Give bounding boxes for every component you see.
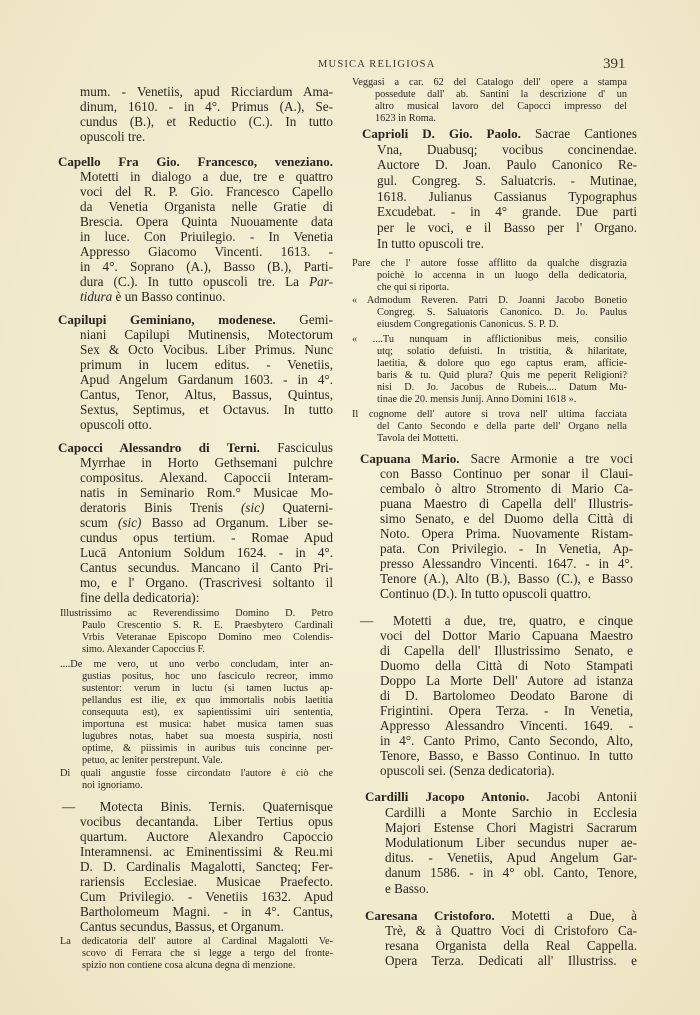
text-line [380, 718, 633, 733]
text-line [377, 142, 637, 158]
text-segment: Fasciculus [259, 439, 333, 455]
text-line [80, 274, 333, 289]
text-line [60, 659, 333, 671]
text-segment: tinae die 20. mensis Junij. Anno Domini 1618 ». [377, 394, 577, 405]
text-line [362, 126, 637, 142]
text-segment: fine della dedicatoria): [80, 589, 200, 605]
text-line [375, 89, 627, 101]
text-line [385, 805, 637, 820]
text-line [82, 620, 333, 632]
text-segment: da Venetia Organista nelle Gratie di [80, 198, 333, 214]
bibliography-entry [58, 154, 333, 304]
text-line [385, 865, 637, 880]
text-segment: scovo di Ferrara che si legge a tergo del fronte- [82, 948, 333, 959]
text-line [80, 114, 333, 129]
text-segment: Sex & Octo Vocibus. Liber Primus. Nunc [80, 341, 333, 357]
ditto-dash: — [62, 798, 76, 814]
text-line [377, 236, 637, 252]
text-segment: consequuta est), ex sapientissimi uiri sententia, [82, 707, 333, 718]
text-segment: Majori Estense Chori Magistri Sacrarum [385, 819, 637, 835]
text-line [380, 688, 633, 703]
text-segment: sustentor: verum in luctu (si tamen luctus ap- [82, 683, 333, 694]
text-segment: è un Basso continuo. [112, 288, 226, 304]
text-line [80, 844, 333, 859]
text-segment: Cantus secundus. Mancano il Canto Pri- [80, 559, 333, 575]
text-segment: con Basso Continuo per sonar il Claui- [380, 465, 633, 481]
text-line [380, 748, 633, 763]
text-segment: opuscoli tre. [80, 128, 146, 144]
text-line [80, 357, 333, 372]
text-segment: Duomo della Città di Noto Stampati [380, 657, 633, 673]
text-line [352, 295, 627, 307]
text-segment: Vna, Duabusq; vocibus concinendae. [377, 141, 637, 157]
note-paragraph [60, 768, 333, 792]
text-line [385, 820, 637, 835]
text-segment: petuo, ac leniter perstrepunt. Vale. [82, 755, 223, 766]
bibliography-entry [58, 440, 333, 605]
text-line [80, 84, 333, 99]
text-segment: cundus (B.), et Reductio (C.). In tutto [80, 113, 333, 129]
text-line [80, 575, 333, 590]
text-line [80, 402, 333, 417]
page-number: 391 [603, 56, 626, 72]
entry-author-heading: Cardilli Jacopo Antonio. [365, 789, 530, 805]
text-line [80, 515, 333, 530]
text-line [380, 571, 633, 586]
text-segment: gustias positus, hoc uno fasciculo recreor, immo [82, 671, 333, 682]
text-segment: Interamnensi. ac Eminentissimi & Reu.mi [80, 843, 333, 859]
text-line [80, 417, 333, 432]
note-paragraph [60, 608, 333, 656]
text-segment: In tutto opuscoli tre. [377, 235, 484, 251]
text-segment: niani Capilupi Mutinensis, Motectorum [80, 326, 333, 342]
text-segment: rariensis Ecclesiae. Musicae Praefecto. [80, 873, 333, 889]
text-line [377, 173, 637, 189]
text-segment: simo. Alexander Capoccius F. [82, 644, 206, 655]
text-line [82, 644, 333, 656]
text-segment: voci del R. P. Gio. Francesco Capello [80, 183, 333, 199]
text-line [380, 703, 633, 718]
text-segment: Quaterni- [264, 499, 333, 515]
text-line [352, 77, 627, 89]
text-line [360, 613, 633, 628]
text-line [377, 421, 627, 433]
text-line [58, 154, 333, 169]
entry-author-heading: Capuana Mario. [360, 450, 460, 466]
text-segment: Cantus secundus, Bassus, et Organum. [80, 918, 284, 934]
text-segment: Frigintini. Opera Terza. - In Venetia, [380, 702, 633, 718]
note-paragraph [352, 77, 627, 125]
text-line [62, 799, 333, 814]
text-segment: lugubres notas, habet sua moesta suspiria, nosti [82, 731, 333, 742]
text-segment: Brescia. Opera Quinta Nuouamente data [80, 213, 333, 229]
text-segment: Basso ad Organum. Liber se- [141, 514, 333, 530]
note-paragraph [60, 936, 333, 972]
text-segment: quartum. Auctore Alexandro Capoccio [80, 828, 333, 844]
text-segment: Jacobi Antonii [529, 789, 637, 805]
text-segment: resana Organista della Real Cappella. [385, 937, 637, 953]
text-segment: Congreg. S. Saluatoris Canonico. D. Jo. Paulus [377, 307, 627, 318]
text-line [385, 881, 637, 896]
text-line [377, 370, 627, 382]
text-segment: Tenore (A.), Alto (B.), Basso (C.), e Basso [380, 570, 633, 586]
text-segment: D. D. Cardinalis Magalotti, Sancteq; Fer- [80, 858, 333, 874]
text-line [80, 470, 333, 485]
text-segment: Excudebat. - in 4° grande. Due parti [377, 204, 637, 220]
text-line [82, 719, 333, 731]
text-line [80, 229, 333, 244]
bibliography-entry [360, 451, 633, 601]
text-segment: Tenore, Basso, e Basso Continuo. In tutto [380, 747, 633, 763]
text-line [58, 312, 333, 327]
bibliography-entry [58, 312, 333, 432]
text-segment: gul. Congreg. S. Saluatcris. - Mutinae, [377, 173, 637, 189]
text-segment: Bartholomeum Magni. - in 4°. Cantus, [80, 903, 333, 919]
text-segment: Motetti a Due, à [494, 907, 637, 923]
text-line [380, 556, 633, 571]
text-line [380, 763, 633, 778]
text-segment: eiusdem Congregationis Canonicus. S. P. D. [377, 319, 559, 330]
text-segment: Illustrissimo ac Reverendissimo Domino D. Petro [60, 608, 333, 619]
text-segment: natis in Seminario Rom.° Musicae Mo- [80, 484, 333, 500]
running-title: MUSICA RELIGIOSA [318, 59, 436, 70]
text-line [82, 948, 333, 960]
text-line [80, 327, 333, 342]
text-segment: Continuo (D.). In tutto opuscoli quattro. [380, 585, 591, 601]
text-line [365, 908, 637, 923]
text-segment: ditus. - Venetiis, Apud Angelum Gar- [385, 850, 637, 866]
text-segment: cembalo ò altro Stromento di Mario Ca- [380, 480, 633, 496]
text-segment: Motetti a due, tre, quatro, e cinque [392, 612, 633, 628]
text-line [80, 129, 333, 144]
ditto-dash: — [360, 612, 374, 628]
text-line [380, 526, 633, 541]
text-segment: Paulo Crescentio S. R. E. Praesbytero Cardinali [82, 620, 333, 631]
entry-paragraph [58, 84, 333, 144]
text-segment: Il cognome dell' autore si trova nell' ultima facciata [352, 409, 627, 420]
text-segment: Appresso Alessandro Vincenti. 1649. - [380, 717, 633, 733]
text-segment: Motecta Binis. Ternis. Quaternisque [99, 798, 333, 814]
text-segment: che qui si riporta. [377, 282, 450, 293]
text-line [380, 658, 633, 673]
note-paragraph [352, 334, 627, 406]
text-segment: cundus opus tertium. - Romae Apud [80, 529, 333, 545]
text-line [80, 545, 333, 560]
text-segment: voci del Dottor Mario Capuana Maestro [380, 627, 633, 643]
text-line [80, 919, 333, 934]
text-line [80, 889, 333, 904]
text-line [82, 960, 333, 972]
text-line [80, 874, 333, 889]
text-segment: primum in lucem editus. - Venetiis, [80, 356, 333, 372]
note-paragraph [60, 659, 333, 767]
text-line [80, 214, 333, 229]
text-segment: opuscoli otto. [80, 416, 152, 432]
italic-text: (sic) [118, 514, 142, 530]
bibliography-entry [365, 908, 637, 968]
text-line [380, 673, 633, 688]
text-line [385, 938, 637, 953]
text-segment: dinum, 1610. - in 4°. Primus (A.), Se- [80, 98, 333, 114]
text-segment: pellandus est ilie, ex quo immortalis nobis laetitia [82, 695, 333, 706]
text-line [377, 319, 627, 331]
text-segment: Modulationum Liber secundus nuper ae- [385, 834, 637, 850]
text-line [80, 485, 333, 500]
text-segment: Vrbis Veteranae Episcopo Domino meo Colendis- [82, 632, 333, 643]
text-segment: di D. Bartolomeo Deodato Barone di [380, 687, 633, 703]
text-segment: Myrrhae in Horto Gethsemani pulchre [80, 454, 333, 470]
text-line [377, 346, 627, 358]
entry-author-heading: Caresana Cristoforo. [365, 907, 495, 923]
text-segment: poichè lo accenna in un luogo della dedicatoria, [377, 270, 627, 281]
text-line [80, 590, 333, 605]
text-segment: Sacre Armonie a tre voci [459, 450, 633, 466]
text-line [82, 683, 333, 695]
text-line [82, 780, 333, 792]
text-line [80, 169, 333, 184]
text-line [352, 334, 627, 346]
italic-text: tidura [80, 288, 113, 304]
text-segment: danum 1586. - in 4° obl. Canto, Tenore, [385, 865, 637, 881]
text-segment: scum [80, 514, 118, 530]
text-line [377, 204, 637, 220]
text-line [377, 433, 627, 445]
text-line [380, 628, 633, 643]
text-segment: Tavola dei Mottetti. [377, 433, 459, 444]
text-segment: in 4°. Canto Primo, Canto Secondo, Alto, [380, 732, 633, 748]
text-line [380, 643, 633, 658]
text-segment: puana Maestro di Capella dell' Illustris- [380, 495, 633, 511]
text-line [380, 496, 633, 511]
text-line [377, 282, 627, 294]
text-segment: Motetti in dialogo a due, tre e quattro [80, 168, 333, 184]
text-segment: deratoris Binis Trenis [80, 499, 242, 515]
text-line [360, 451, 633, 466]
text-segment: del Canto Secondo e della parte dell' Organo nella [377, 421, 627, 432]
text-segment: Apud Angelum Gardanum 1603. - in 4°. [80, 371, 333, 387]
text-line [82, 671, 333, 683]
text-segment: mo, e l' Organo. (Trascrivesi soltanto il [80, 574, 333, 590]
text-line [380, 733, 633, 748]
text-segment: dura (C.). In tutto opuscoli tre. La [80, 273, 310, 289]
text-segment: per le voci, e il Basso per l' Organo. [377, 220, 637, 236]
text-line [377, 189, 637, 205]
text-segment: Cantus, Tenor, Altus, Bassus, Quintus, [80, 386, 333, 402]
text-line [60, 608, 333, 620]
text-line [80, 859, 333, 874]
text-segment: Opera Terza. Dedicati all' Illustriss. e [385, 952, 637, 968]
text-segment: Cardilli a Monte Sarchio in Ecclesia [385, 804, 637, 820]
text-line [80, 904, 333, 919]
text-line [80, 560, 333, 575]
text-segment: 1623 in Roma. [375, 113, 436, 124]
text-segment: Pare che l' autore fosse afflitto da qualche disgrazia [352, 258, 627, 269]
text-segment: spizio non contiene cosa alcuna degna di menzione. [82, 960, 296, 971]
text-segment: 1618. Julianus Cassianus Typographus [377, 188, 637, 204]
text-segment: Veggasi a car. 62 del Catalogo dell' opere a stampa [352, 77, 627, 88]
entry-author-heading: Caprioli D. Gio. Paolo. [362, 126, 521, 141]
text-line [80, 199, 333, 214]
text-segment: Sextus, Septimus, et Octavus. In tutto [80, 401, 333, 417]
text-line [377, 307, 627, 319]
text-segment: presso Alessandro Vincenti. 1647. - in 4°. [380, 555, 633, 571]
italic-text: (sic) [241, 499, 265, 515]
text-segment: Di quali angustie fosse circondato l'autore è ciò che [60, 768, 333, 779]
text-segment: e Basso. [385, 880, 429, 896]
text-segment: nisi D. Jo. Jacobus de Rubeis.... Datum Mu- [377, 382, 627, 393]
text-line [82, 695, 333, 707]
bibliography-entry [362, 126, 637, 252]
entry-author-heading: Capocci Alessandro di Terni. [58, 439, 260, 455]
text-line [80, 244, 333, 259]
text-segment: simo Senato, e del Duomo della Città di [380, 510, 633, 526]
text-line [80, 342, 333, 357]
text-line [385, 850, 637, 865]
text-line [380, 511, 633, 526]
text-segment: mum. - Venetiis, apud Ricciardum Ama- [80, 83, 333, 99]
text-line [80, 455, 333, 470]
text-segment: laetitia, & dolore quo ego captus eram, afficie- [377, 358, 627, 369]
text-segment: utq; solatio defuisti. In tristitia, & hilaritate, [377, 346, 627, 357]
text-line [365, 789, 637, 804]
text-line [385, 835, 637, 850]
text-segment: Noto. Opera Prima. Nuovamente Ristam- [380, 525, 633, 541]
text-line [375, 101, 627, 113]
note-paragraph [352, 409, 627, 445]
text-segment: altro musical lavoro del Capocci impresso del [375, 101, 627, 112]
entry-author-heading: Capilupi Geminiano, modenese. [58, 311, 276, 327]
text-line [80, 184, 333, 199]
text-segment: La dedicatoria dell' autore al Cardinal Magalotti Ve- [60, 936, 333, 947]
text-line [352, 409, 627, 421]
text-segment: Lucā Antonium Soldum 1624. - in 4°. [80, 544, 333, 560]
text-line [377, 157, 637, 173]
text-segment: in 4°. Soprano (A.), Basso (B.), Parti- [80, 258, 333, 274]
text-line [82, 707, 333, 719]
text-line [375, 113, 627, 125]
text-line [82, 632, 333, 644]
text-segment: di Capella dell' Illustrissimo Senato, e [380, 642, 633, 658]
text-line [380, 466, 633, 481]
text-line [80, 530, 333, 545]
text-line [80, 814, 333, 829]
text-segment: Appresso Giacomo Vincenti. 1613. - [80, 243, 333, 259]
text-line [385, 923, 637, 938]
entry-paragraph [360, 613, 633, 778]
text-segment: optime, & piissimis in auribus tuis concinne per- [82, 743, 333, 754]
text-segment: Sacrae Cantiones [520, 126, 638, 141]
text-line [80, 372, 333, 387]
text-line [60, 768, 333, 780]
text-segment: importuna est musica: habet musica tamen suas [82, 719, 333, 730]
text-segment: vocibus decantanda. Liber Tertius opus [80, 813, 333, 829]
text-segment: pata. Con Privilegio. - In Venetia, Ap- [380, 540, 633, 556]
text-segment: Cum Privilegio. - Venetiis 1632. Apud [80, 888, 333, 904]
text-line [82, 743, 333, 755]
text-line [377, 358, 627, 370]
text-segment: Gemi- [275, 311, 333, 327]
text-segment: « Admodum Reveren. Patri D. Joanni Jacobo Bonetio [352, 295, 627, 306]
entry-paragraph [62, 799, 333, 934]
text-segment: Trè, & à Quattro Voci di Cristoforo Ca- [385, 922, 637, 938]
text-line [377, 220, 637, 236]
text-segment: compositus. Alexand. Capoccii Interam- [80, 469, 333, 485]
italic-text: Par- [309, 273, 333, 289]
text-segment: in luce. Con Priuilegio. - In Venetia [80, 228, 333, 244]
text-line [80, 387, 333, 402]
text-line [377, 394, 627, 406]
text-line [380, 541, 633, 556]
text-line [385, 953, 637, 968]
text-line [80, 99, 333, 114]
bibliography-entry [365, 789, 637, 895]
text-segment: Auctore D. Joan. Paulo Canonico Re- [377, 157, 637, 173]
text-segment: ....De me vero, ut uno verbo concludam, inter an- [60, 659, 333, 670]
note-paragraph [352, 295, 627, 331]
text-segment: « ....Tu nunquam in afflictionibus meis, consilio [352, 334, 627, 345]
text-line [60, 936, 333, 948]
text-line [82, 755, 333, 767]
text-line [352, 258, 627, 270]
entry-author-heading: Capello Fra Gio. Francesco, veneziano. [58, 153, 333, 169]
text-line [377, 270, 627, 282]
text-segment: Doppo La Morte Dell' Autore ad istanza [380, 672, 633, 688]
text-segment: possedute dall' ab. Santini la descrizione d' un [375, 89, 627, 100]
text-segment: opuscoli sei. (Senza dedicatoria). [380, 762, 555, 778]
text-line [82, 731, 333, 743]
text-line [80, 500, 333, 515]
text-segment: baris & tu. Quid plura? Quis me peperit Religioni? [377, 370, 627, 381]
note-paragraph [352, 258, 627, 294]
text-line [58, 440, 333, 455]
text-line [80, 829, 333, 844]
text-segment: noi ignoriamo. [82, 780, 143, 791]
text-line [377, 382, 627, 394]
text-line [80, 259, 333, 274]
text-line [380, 586, 633, 601]
text-line [380, 481, 633, 496]
text-line [80, 289, 333, 304]
